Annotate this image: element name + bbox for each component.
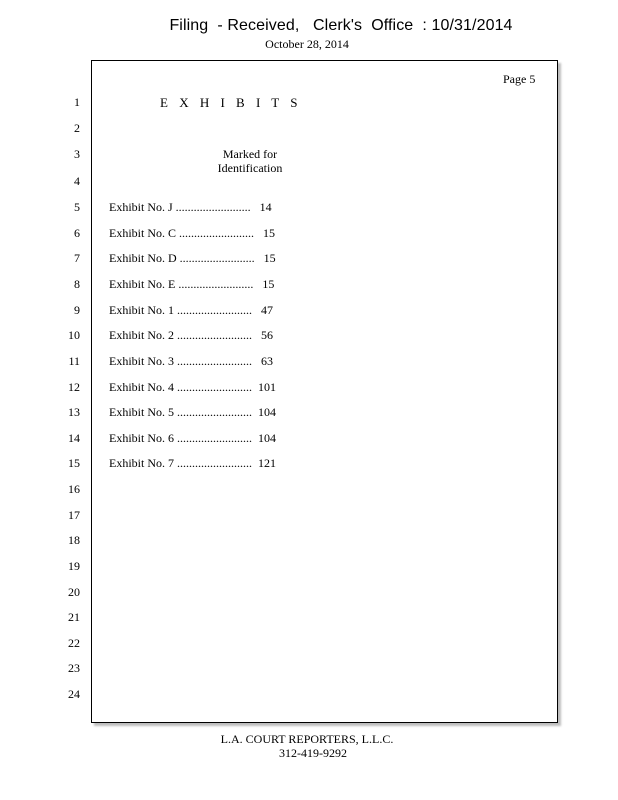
exhibit-row: Exhibit No. 2 ......................... 56 <box>109 328 273 342</box>
line-number: 3 <box>74 147 80 161</box>
line-number: 6 <box>74 226 80 240</box>
page-number: Page 5 <box>503 72 536 86</box>
line-number: 7 <box>74 251 80 265</box>
exhibit-row: Exhibit No. 3 ......................... 63 <box>109 354 273 368</box>
column-header-line: Marked for <box>222 147 278 161</box>
exhibit-row: Exhibit No. 6 ......................... 104 <box>109 431 276 445</box>
line-number: 11 <box>68 354 80 368</box>
footer-firm-name: L.A. COURT REPORTERS, L.L.C. <box>220 732 394 746</box>
line-number: 9 <box>74 303 80 317</box>
line-number: 20 <box>68 585 80 599</box>
line-number: 2 <box>74 121 80 135</box>
line-number: 22 <box>68 636 80 650</box>
exhibit-row: Exhibit No. 1 ......................... 47 <box>109 303 273 317</box>
exhibit-row: Exhibit No. 7 ......................... 121 <box>109 456 276 470</box>
line-number: 1 <box>74 95 80 109</box>
line-number: 21 <box>68 610 80 624</box>
exhibit-row: Exhibit No. D ......................... 15 <box>109 251 276 265</box>
column-header <box>200 147 300 175</box>
exhibits-title: E X H I B I T S <box>160 95 302 110</box>
line-number: 10 <box>68 328 80 342</box>
line-number: 12 <box>68 380 80 394</box>
line-number: 5 <box>74 200 80 214</box>
line-number: 16 <box>68 482 80 496</box>
footer-phone: 312-419-9292 <box>279 746 347 760</box>
line-number: 19 <box>68 559 80 573</box>
line-number: 18 <box>68 533 80 547</box>
filing-stamp: Filing - Received, Clerk's Office : 10/31/2014 <box>169 17 513 34</box>
line-number: 23 <box>68 661 80 675</box>
exhibit-row: Exhibit No. 5 ......................... 104 <box>109 405 276 419</box>
line-number: 17 <box>68 508 80 522</box>
deposition-date: October 28, 2014 <box>265 37 349 51</box>
exhibit-row: Exhibit No. E ......................... 15 <box>109 277 275 291</box>
column-header-line: Identification <box>217 161 283 175</box>
line-number: 24 <box>68 687 80 701</box>
exhibit-row: Exhibit No. 4 ......................... 101 <box>109 380 276 394</box>
line-number: 13 <box>68 405 80 419</box>
line-number: 8 <box>74 277 80 291</box>
line-number: 15 <box>68 456 80 470</box>
line-number: 4 <box>74 174 80 188</box>
exhibit-row: Exhibit No. C ......................... 15 <box>109 226 276 240</box>
line-number: 14 <box>68 431 80 445</box>
exhibit-row: Exhibit No. J ......................... 14 <box>109 200 272 214</box>
